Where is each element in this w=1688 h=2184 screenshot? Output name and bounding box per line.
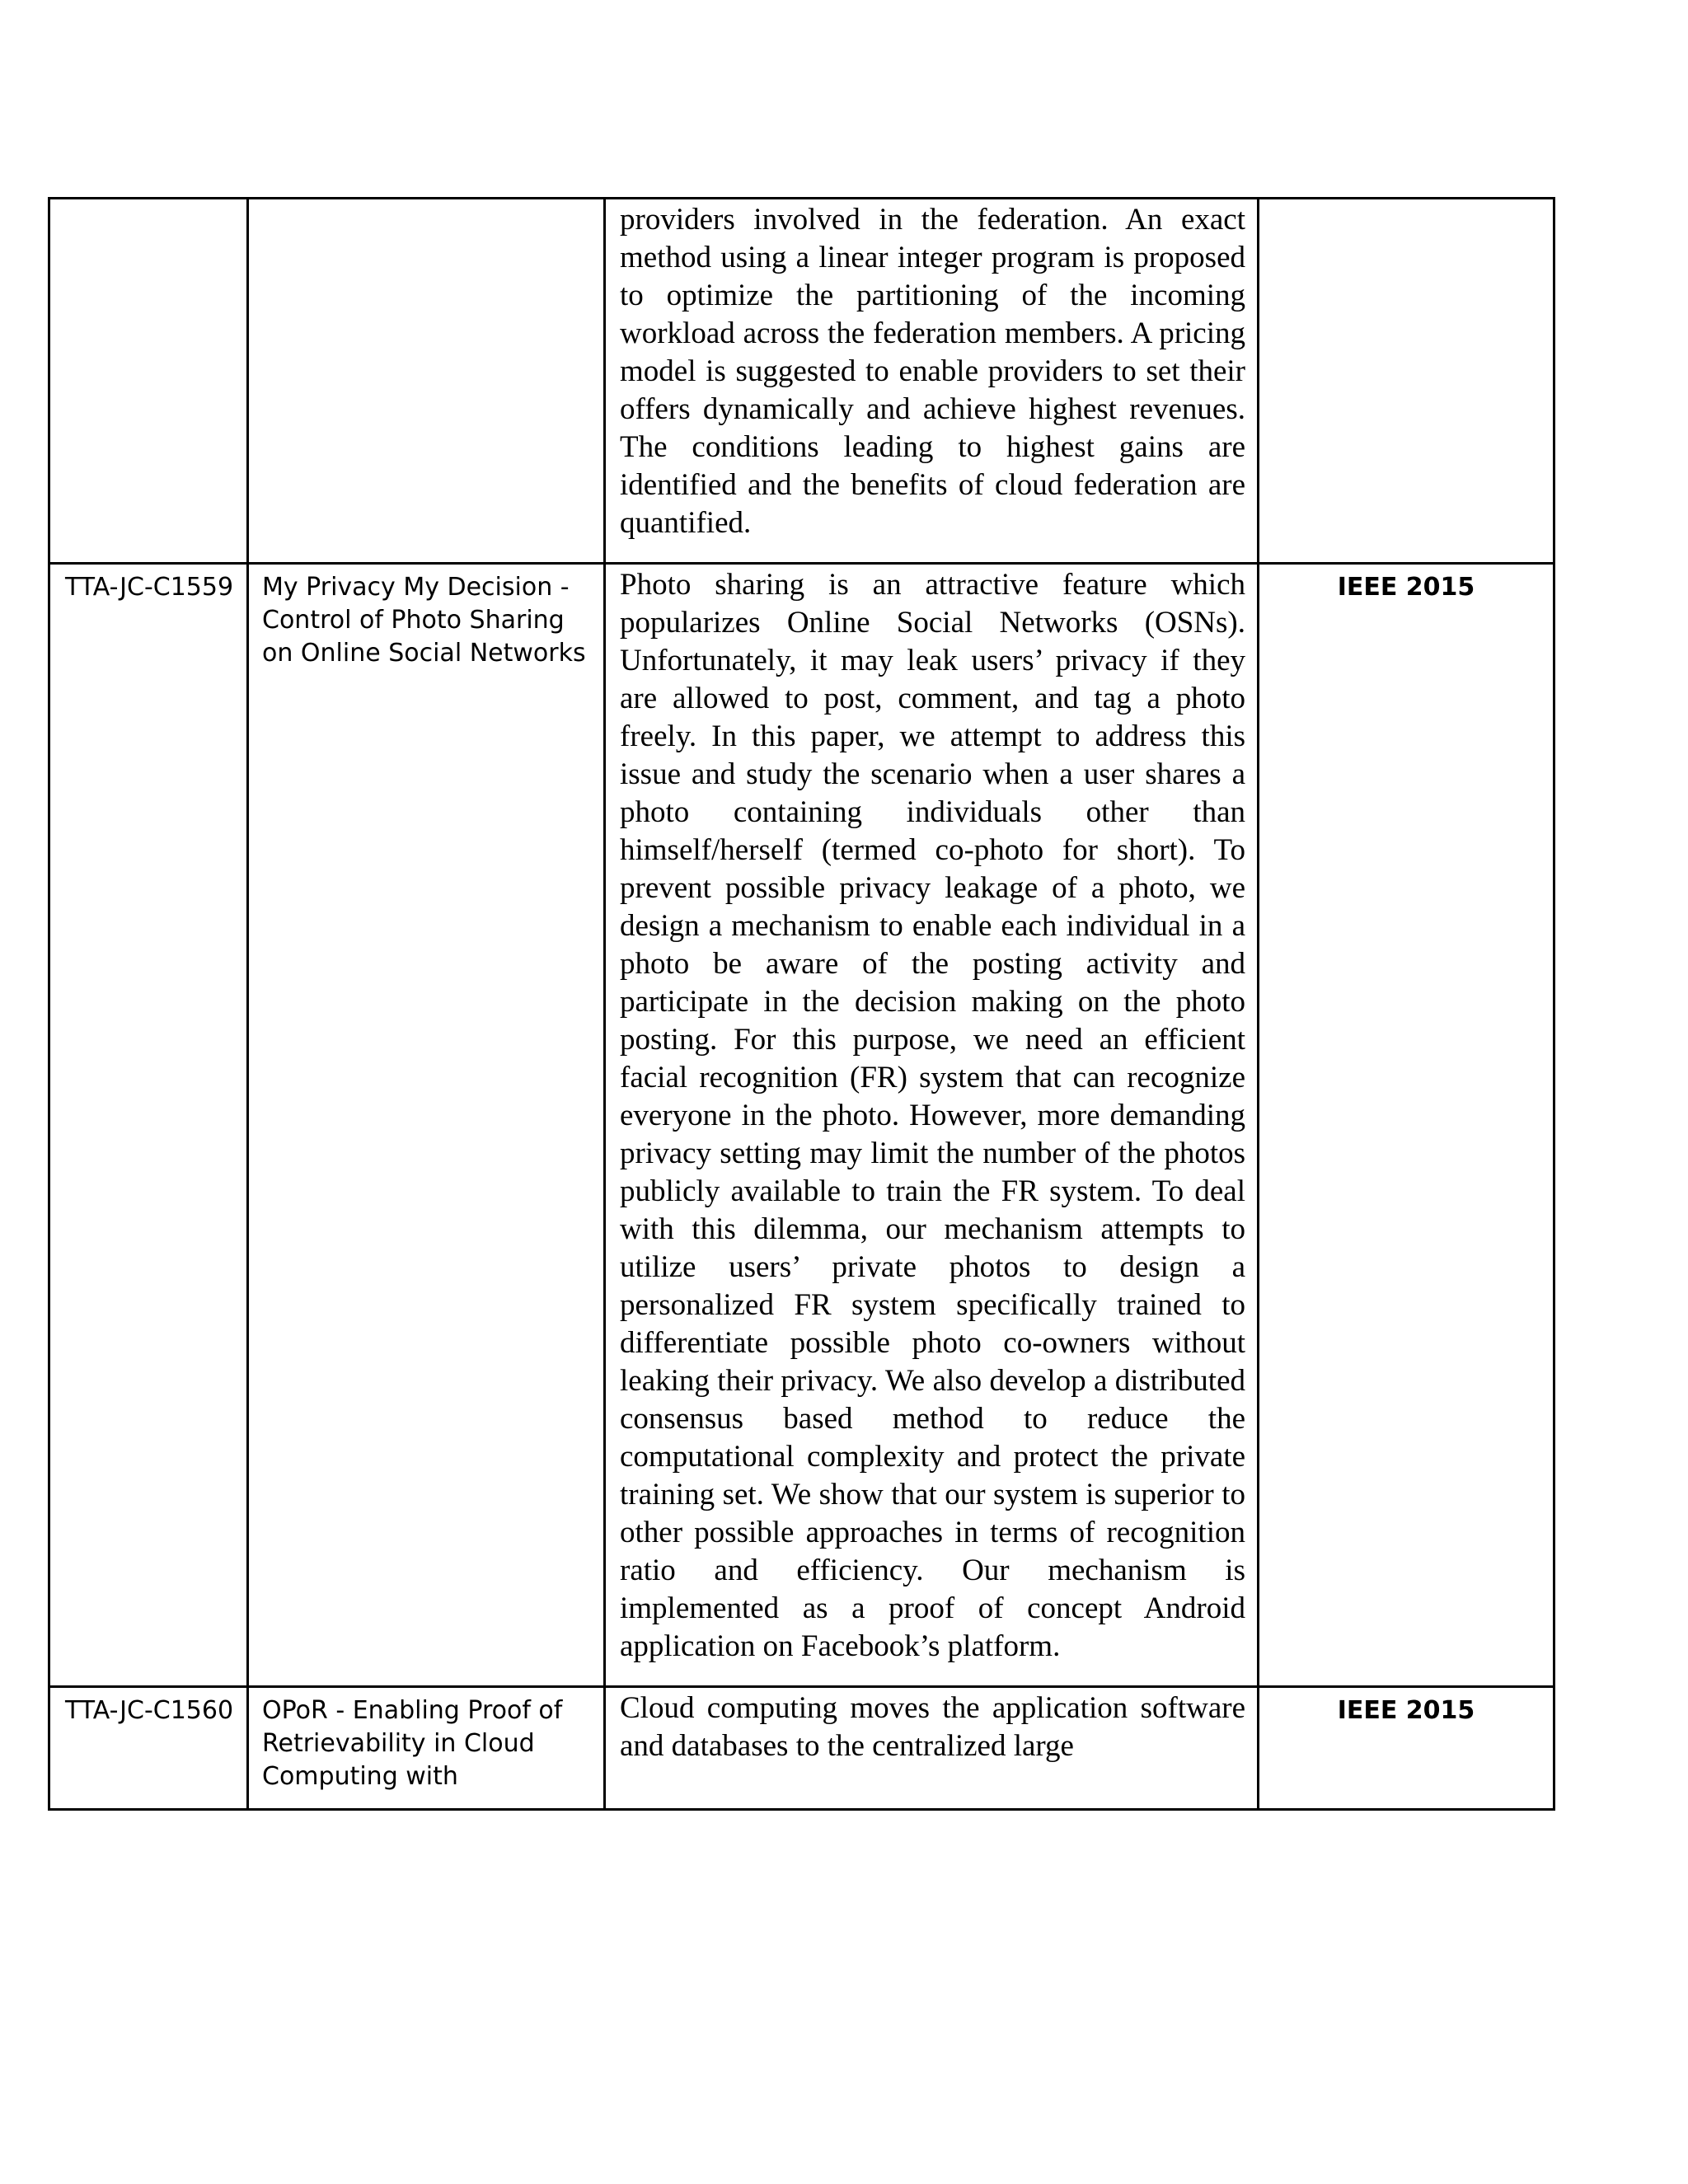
table-row (49, 564, 1554, 1687)
project-id-cell: TTA-JC-C1560 (49, 1687, 248, 1810)
project-title-cell (248, 199, 605, 564)
project-abstract-cell: providers involved in the federation. An exact method using a linear integer program is proposed to optimize the partitioning of the incoming workload across the federation members. A pricing model is suggested to enable providers to set their offers dynamically and achieve highest revenues. The conditions leading to highest gains are identified and the benefits of cloud federation are quantified. (605, 199, 1259, 564)
project-table (48, 197, 1555, 1811)
project-id-cell: TTA-JC-C1559 (49, 564, 248, 1687)
project-id-cell (49, 199, 248, 564)
project-title-cell: OPoR - Enabling Proof of Retrievability in Cloud Computing with (248, 1687, 605, 1810)
project-year-cell: IEEE 2015 (1259, 1687, 1554, 1810)
project-year-cell: IEEE 2015 (1259, 564, 1554, 1687)
project-year-cell (1259, 199, 1554, 564)
project-title-cell: My Privacy My Decision - Control of Photo Sharing on Online Social Networks (248, 564, 605, 1687)
project-abstract-cell: Cloud computing moves the application software and databases to the centralized large (605, 1687, 1259, 1810)
project-abstract-cell: Photo sharing is an attractive feature which popularizes Online Social Networks (OSNs). Unfortunately, it may leak users’ privacy if they are allowed to post, comment, and tag a photo freely. In this paper, we attempt to address this issue and study the scenario when a user shares a photo containing individuals other than himself/herself (termed co-photo for short). To prevent possible privacy leakage of a photo, we design a mechanism to enable each individual in a photo be aware of the posting activity and participate in the decision making on the photo posting. For this purpose, we need an efficient facial recognition (FR) system that can recognize everyone in the photo. However, more demanding privacy setting may limit the number of the photos publicly available to train the FR system. To deal with this dilemma, our mechanism attempts to utilize users’ private photos to design a personalized FR system specifically trained to differentiate possible photo co-owners without leaking their privacy. We also develop a distributed consensus based method to reduce the computational complexity and protect the private training set. We show that our system is superior to other possible approaches in terms of recognition ratio and efficiency. Our mechanism is implemented as a proof of concept Android application on Facebook’s platform. (605, 564, 1259, 1687)
table-row (49, 1687, 1554, 1810)
table-row (49, 199, 1554, 564)
